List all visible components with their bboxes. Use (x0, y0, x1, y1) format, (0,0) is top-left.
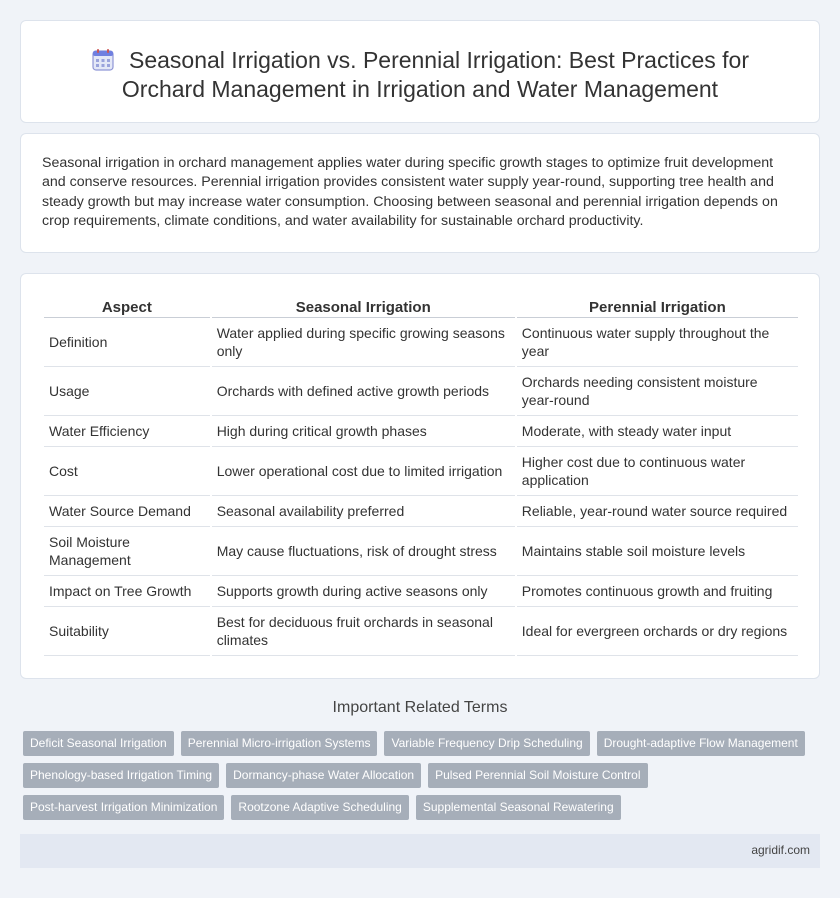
table-row (44, 608, 798, 656)
related-term-tag[interactable]: Dormancy-phase Water Allocation (226, 763, 421, 788)
header-perennial: Perennial Irrigation (517, 297, 798, 318)
cell-aspect: Water Source Demand (44, 497, 210, 527)
page-title: Seasonal Irrigation vs. Perennial Irrigation: Best Practices for Orchard Management in Irrigation and Water Management (121, 47, 749, 102)
cell-seasonal: High during critical growth phases (212, 417, 515, 447)
table-row (44, 497, 798, 527)
page-title-container (21, 46, 819, 104)
cell-seasonal: Orchards with defined active growth periods (212, 368, 515, 416)
calendar-icon (91, 48, 115, 72)
cell-perennial: Orchards needing consistent moisture year-round (517, 368, 798, 416)
cell-perennial: Ideal for evergreen orchards or dry regions (517, 608, 798, 656)
cell-aspect: Usage (44, 368, 210, 416)
cell-seasonal: Best for deciduous fruit orchards in seasonal climates (212, 608, 515, 656)
table-row (44, 417, 798, 447)
cell-aspect: Impact on Tree Growth (44, 577, 210, 607)
cell-aspect: Cost (44, 448, 210, 496)
cell-perennial: Moderate, with steady water input (517, 417, 798, 447)
comparison-table (42, 296, 800, 657)
related-term-tag[interactable]: Pulsed Perennial Soil Moisture Control (428, 763, 647, 788)
tag-row (23, 795, 823, 820)
related-term-tag[interactable]: Drought-adaptive Flow Management (597, 731, 805, 756)
cell-seasonal: Supports growth during active seasons only (212, 577, 515, 607)
comparison-table-card (20, 273, 820, 679)
related-term-tag[interactable]: Deficit Seasonal Irrigation (23, 731, 174, 756)
table-header-row (44, 297, 798, 318)
cell-perennial: Higher cost due to continuous water application (517, 448, 798, 496)
cell-seasonal: Water applied during specific growing seasons only (212, 319, 515, 367)
table-row (44, 319, 798, 367)
cell-aspect: Suitability (44, 608, 210, 656)
header-seasonal: Seasonal Irrigation (212, 297, 515, 318)
footer-site-link[interactable]: agridif.com (751, 843, 810, 857)
related-term-tag[interactable]: Phenology-based Irrigation Timing (23, 763, 219, 788)
cell-perennial: Reliable, year-round water source required (517, 497, 798, 527)
cell-seasonal: May cause fluctuations, risk of drought stress (212, 528, 515, 576)
related-term-tag[interactable]: Supplemental Seasonal Rewatering (416, 795, 621, 820)
related-term-tag[interactable]: Perennial Micro-irrigation Systems (181, 731, 378, 756)
header-aspect: Aspect (44, 297, 210, 318)
related-term-tag[interactable]: Post-harvest Irrigation Minimization (23, 795, 224, 820)
table-row (44, 577, 798, 607)
cell-perennial: Promotes continuous growth and fruiting (517, 577, 798, 607)
related-term-tag[interactable]: Rootzone Adaptive Scheduling (231, 795, 408, 820)
title-card (20, 20, 820, 123)
related-terms-tags (23, 731, 823, 827)
cell-seasonal: Lower operational cost due to limited irrigation (212, 448, 515, 496)
footer (20, 834, 820, 868)
cell-aspect: Soil Moisture Management (44, 528, 210, 576)
cell-perennial: Maintains stable soil moisture levels (517, 528, 798, 576)
cell-aspect: Water Efficiency (44, 417, 210, 447)
cell-perennial: Continuous water supply throughout the year (517, 319, 798, 367)
related-term-tag[interactable]: Variable Frequency Drip Scheduling (384, 731, 589, 756)
cell-aspect: Definition (44, 319, 210, 367)
cell-seasonal: Seasonal availability preferred (212, 497, 515, 527)
tag-row (23, 731, 823, 756)
table-row (44, 368, 798, 416)
table-row (44, 448, 798, 496)
table-row (44, 528, 798, 576)
tag-row (23, 763, 823, 788)
intro-paragraph: Seasonal irrigation in orchard management applies water during specific growth stages to optimize fruit development and conserve resources. Perennial irrigation provides consistent water supply year-round, supporting tree health and steady growth but may increase water consumption. Choosing between seasonal and perennial irrigation depends on crop requirements, climate conditions, and water availability for sustainable orchard productivity. (42, 155, 778, 229)
related-terms-title: Important Related Terms (332, 699, 508, 716)
intro-card (20, 133, 820, 253)
